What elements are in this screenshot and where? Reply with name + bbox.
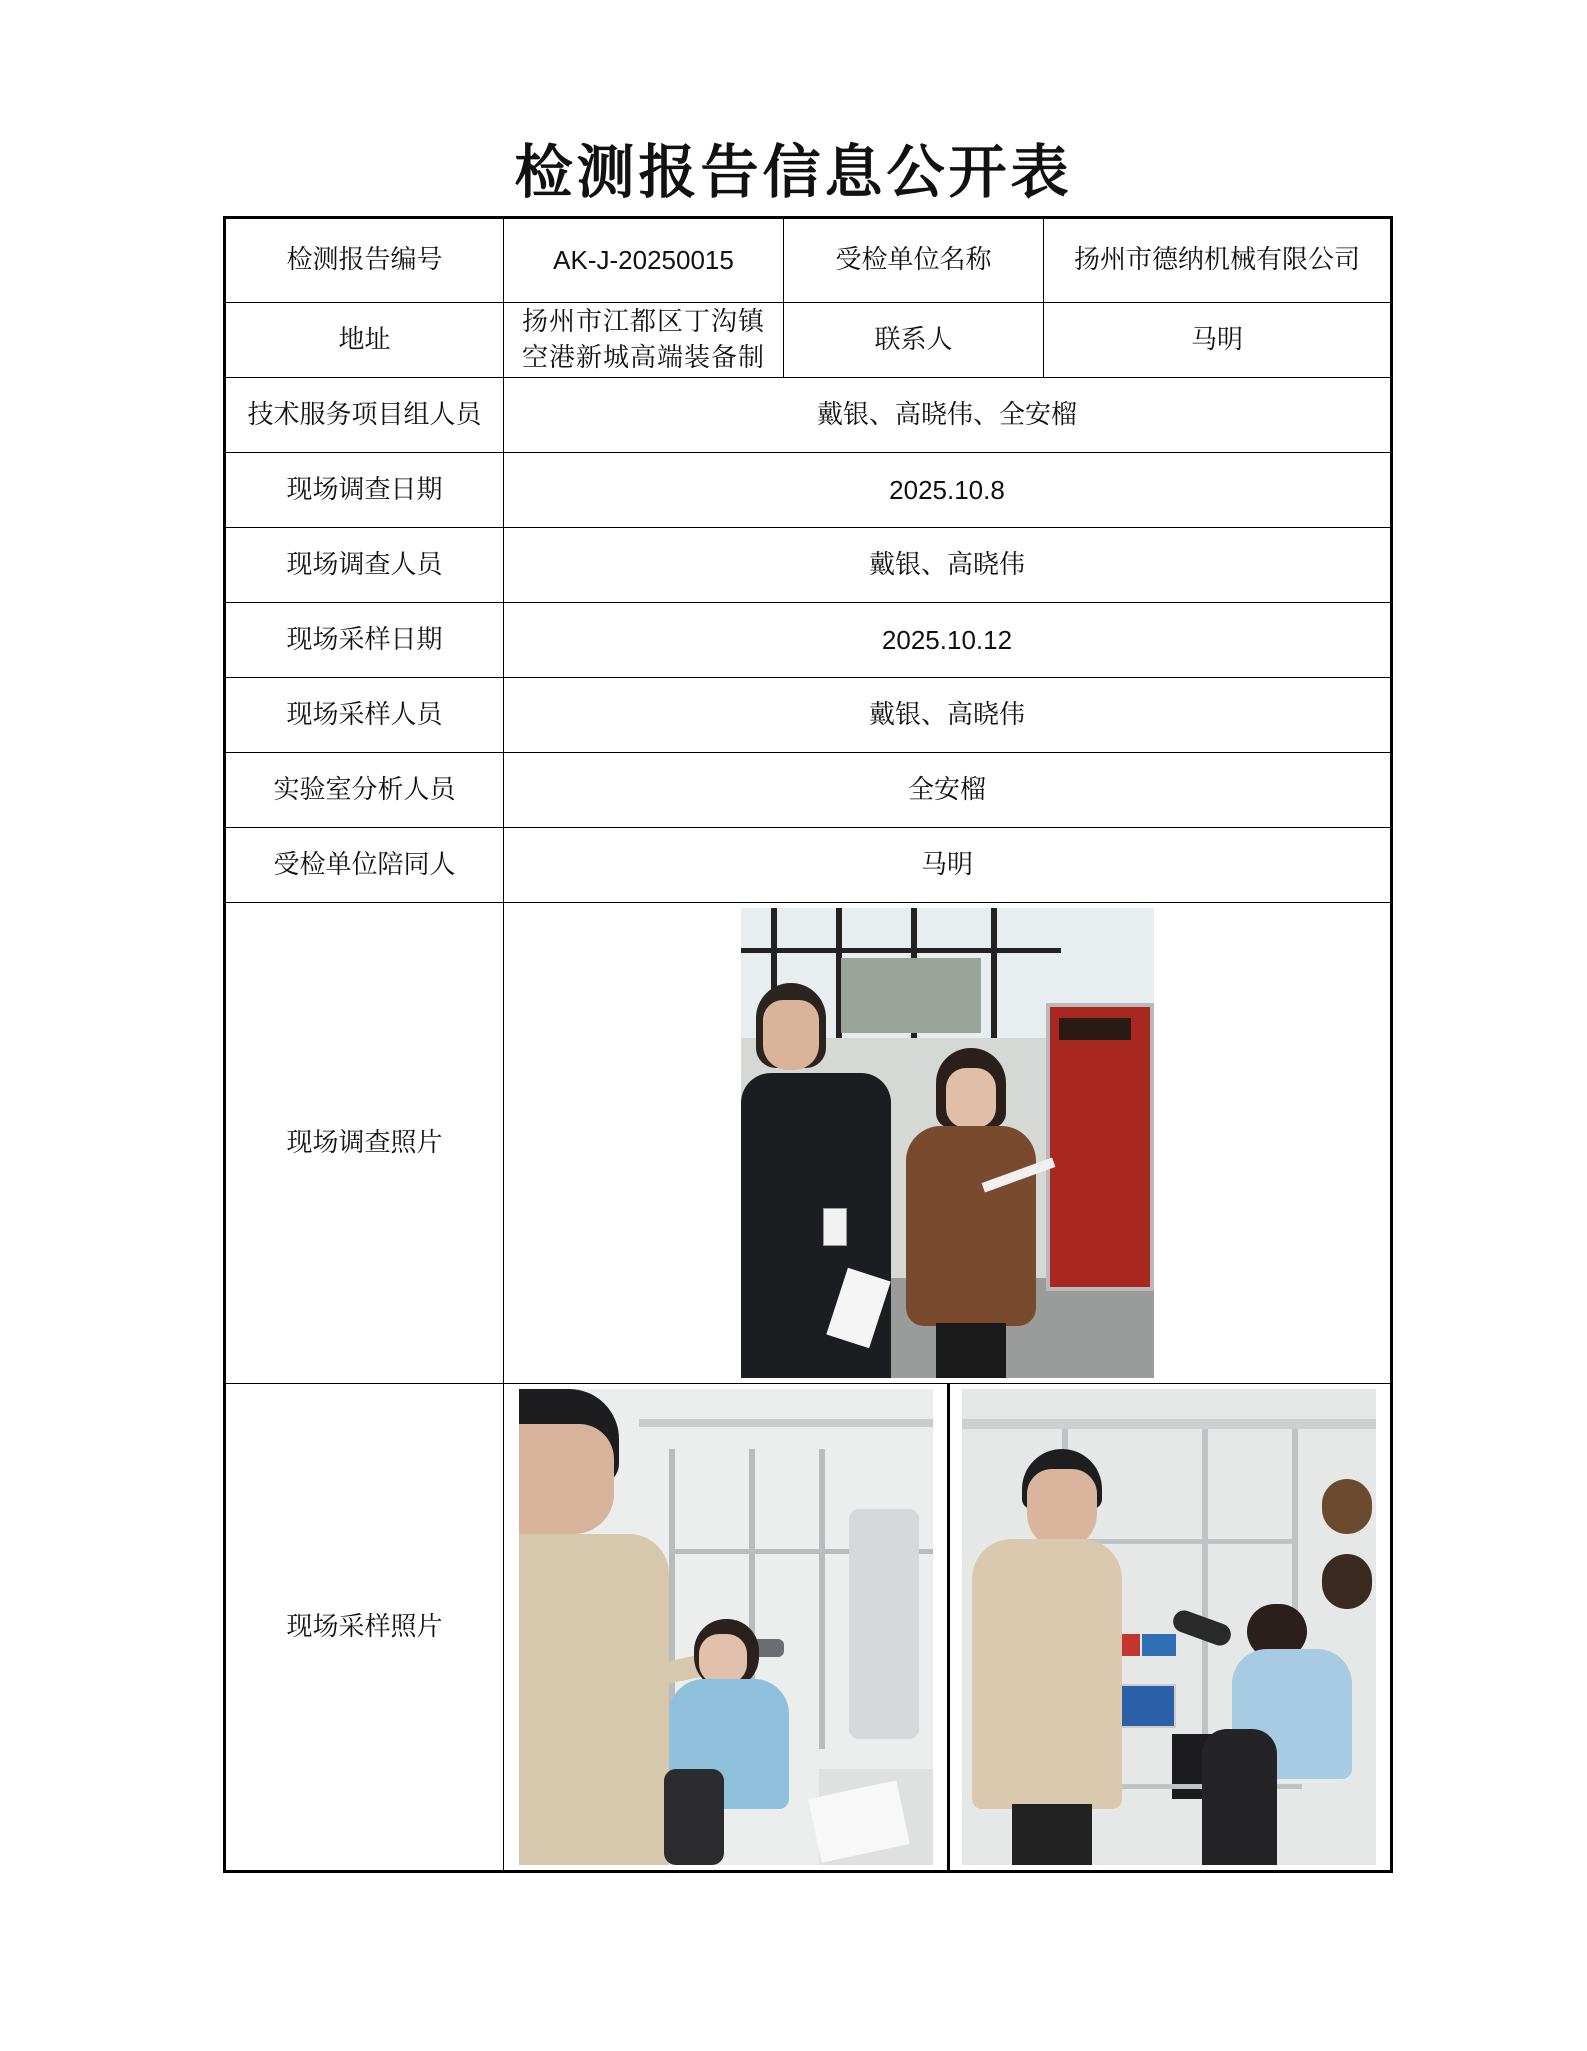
unit-name-label: 受检单位名称 [784, 218, 1044, 303]
row-label: 现场调查日期 [225, 453, 504, 528]
table-row [225, 378, 1392, 453]
report-no-value: AK-J-20250015 [504, 218, 784, 303]
address-value [504, 303, 784, 378]
address-line-1: 扬州市江都区丁沟镇 [521, 306, 765, 337]
sampling-photo-cell [504, 1384, 1392, 1872]
table-row [225, 753, 1392, 828]
unit-name-value: 扬州市德纳机械有限公司 [1044, 218, 1392, 303]
table-row-address [225, 303, 1392, 378]
row-value: 戴银、高晓伟、全安榴 [504, 378, 1392, 453]
table-row-survey-photo [225, 903, 1392, 1384]
row-label: 现场采样日期 [225, 603, 504, 678]
row-value: 戴银、高晓伟 [504, 528, 1392, 603]
survey-photo-cell [504, 903, 1392, 1384]
sampling-photo-1 [519, 1389, 933, 1865]
row-label: 现场调查人员 [225, 528, 504, 603]
row-value: 戴银、高晓伟 [504, 678, 1392, 753]
report-no-label: 检测报告编号 [225, 218, 504, 303]
table-row [225, 528, 1392, 603]
survey-photo [741, 908, 1154, 1378]
row-label: 技术服务项目组人员 [225, 378, 504, 453]
table-row-sampling-photo [225, 1384, 1392, 1872]
survey-photo-label: 现场调查照片 [225, 903, 504, 1384]
page-title: 检测报告信息公开表 [514, 138, 1073, 206]
row-label: 受检单位陪同人 [225, 828, 504, 903]
contact-label: 联系人 [784, 303, 1044, 378]
sampling-photo-2 [962, 1389, 1376, 1865]
table-row [225, 603, 1392, 678]
row-value: 全安榴 [504, 753, 1392, 828]
table-row [225, 678, 1392, 753]
row-label: 现场采样人员 [225, 678, 504, 753]
row-label: 实验室分析人员 [225, 753, 504, 828]
sampling-photo-label: 现场采样照片 [225, 1384, 504, 1872]
row-value: 2025.10.8 [504, 453, 1392, 528]
report-table [223, 216, 1393, 1873]
table-row [225, 828, 1392, 903]
photo-divider [947, 1384, 950, 1870]
row-value: 马明 [504, 828, 1392, 903]
row-value: 2025.10.12 [504, 603, 1392, 678]
table-row [225, 453, 1392, 528]
table-row-header [225, 218, 1392, 303]
contact-value: 马明 [1044, 303, 1392, 378]
address-line-2: 空港新城高端装备制 [521, 343, 765, 373]
address-label: 地址 [225, 303, 504, 378]
